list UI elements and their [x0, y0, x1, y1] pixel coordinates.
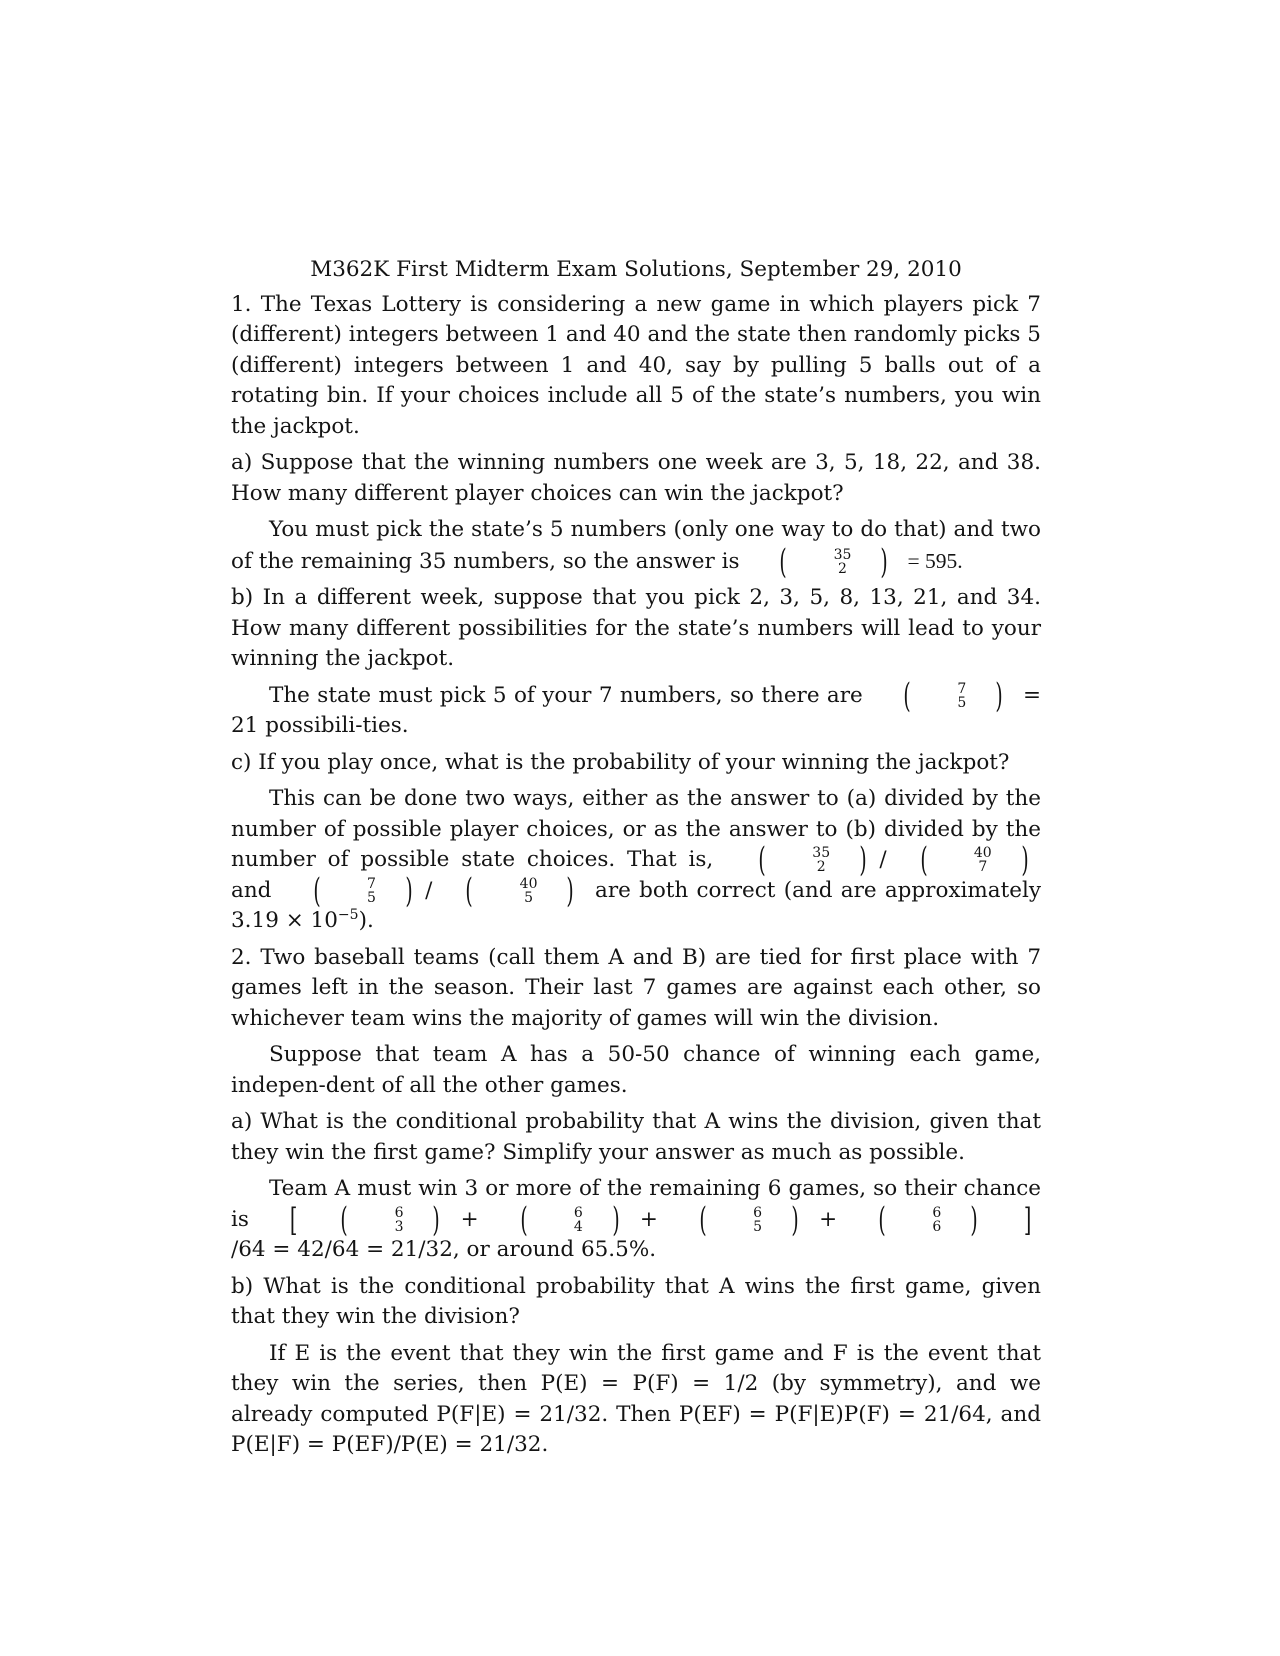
q2-intro: 2. Two baseball teams (call them A and B) are tied for first place with 7 games left in the season. Their last 7 games are against each other, so whichever team wins the majority of games will win the division.: [231, 944, 1041, 1031]
binom-top: 35: [812, 845, 831, 861]
binom-bottom: 5: [753, 1218, 762, 1235]
binom-6-6: ( 6 6 ): [878, 1199, 978, 1240]
q1-intro: 1. The Texas Lottery is considering a new game in which players pick 7 (different) integers between 1 and 40 and the state then randomly picks 5 (different) integers between 1 and 40, say by pulling 5 balls out of a rotating bin. If your choices include all 5 of the state’s numbers, you win the jackpot.: [231, 291, 1041, 439]
q1c-answer-mid: are both correct (and are approximately 3.19 × 10: [231, 877, 1041, 933]
binom-top: 6: [753, 1204, 762, 1221]
binom-bottom: 5: [366, 889, 376, 906]
page-title: M362K First Midterm Exam Solutions, September 29, 2010: [310, 257, 962, 282]
binom-bottom: 6: [932, 1218, 942, 1235]
q2a-answer-text: Team A must win 3 or more of the remaining 6 games, so their chance is: [231, 1176, 1041, 1232]
q1c-question: c) If you play once, what is the probability of your winning the jackpot?: [231, 749, 1010, 775]
q1c-answer-end: ).: [358, 908, 374, 933]
binom-bottom: 2: [838, 560, 847, 577]
binom-top: 40: [973, 845, 992, 861]
binom-top: 7: [957, 680, 967, 697]
binom-top: 35: [833, 546, 852, 563]
binom-35-2: ( 35 2 ): [779, 541, 889, 582]
q1b-question: b) In a different week, suppose that you pick 2, 3, 5, 8, 13, 21, and 34. How many different possibilities for the state’s numbers will lead to your winning the jackpot.: [231, 585, 1041, 671]
binom-6-4: ( 6 4 ): [519, 1199, 620, 1240]
binom-top: 7: [366, 875, 376, 892]
q1c-exponent: −5: [337, 906, 359, 923]
q2a-answer: Team A must win 3 or more of the remaining 6 games, so their chance is [ ( 6 3 ) + ( 6 4 ) + ( 6 5 ) + ( 6 6 ) ] /64 = 42/64 = 21/32, or around 65.5%.: [231, 1176, 1041, 1262]
binom-35-2-c: ( 35 2 ): [758, 840, 867, 880]
binom-bottom: 3: [394, 1218, 404, 1235]
binom-bottom: 2: [816, 859, 826, 875]
q1b-answer: [231, 675, 1041, 742]
q2a-answer-result: /64 = 42/64 = 21/32, or around 65.5%.: [231, 1237, 657, 1262]
q1a-question: a) Suppose that the winning numbers one week are 3, 5, 18, 22, and 38. How many different player choices can win the jackpot?: [231, 450, 1041, 506]
binom-6-3: ( 6 3 ): [340, 1199, 441, 1240]
right-bracket: ]: [1023, 1200, 1031, 1239]
binom-6-5: ( 6 5 ): [699, 1199, 799, 1240]
q1a-answer-result: = 595.: [907, 548, 963, 573]
binom-7-5-c: ( 7 5 ): [313, 870, 413, 911]
exam-page: [231, 255, 1041, 1467]
q1a-answer-text: You must pick the state’s 5 numbers (only one way to do that) and two of the remaining 35 numbers, so the answer is: [231, 517, 1041, 574]
binom-bottom: 4: [573, 1218, 583, 1235]
binom-bottom: 5: [957, 694, 967, 711]
q1c-answer: This can be done two ways, either as the answer to (a) divided by the number of possible player choices, or as the answer to (b) divided by the number of possible state choices. That is, ( 35 2 ) / ( 40 7 ) and ( 7 5 ) / ( 40 5 ) are both correct (and are approximately $3.19 \times 10^{-5}$).: [231, 786, 1041, 933]
q1a-answer: [231, 515, 1041, 582]
left-bracket: [: [289, 1200, 298, 1239]
q1c-and: and: [231, 877, 272, 903]
q1b-answer-result: = 21 possibili-ties.: [231, 682, 1041, 738]
binom-top: 6: [394, 1204, 404, 1221]
binom-40-7: ( 40 7 ): [920, 840, 1029, 880]
binom-bottom: 7: [978, 859, 988, 875]
q2b-answer: If E is the event that they win the first game and F is the event that they win the series, then P(E) = P(F) = 1/2 (by symmetry), and we already computed P(F|E) = 21/32. Then P(EF) = P(F|E)P(F) = 21/64, and P(E|F) = P(EF)/P(E) = 21/32.: [231, 1340, 1041, 1457]
q2a-question: a) What is the conditional probability that A wins the division, given that they win the first game? Simplify your answer as much as possible.: [231, 1109, 1041, 1165]
binom-top: 40: [519, 875, 538, 892]
binom-7-5: ( 7 5 ): [903, 675, 1004, 716]
binom-top: 6: [932, 1204, 942, 1221]
binom-top: 6: [573, 1204, 583, 1221]
q2-setup: Suppose that team A has a 50-50 chance of winning each game, indepen-dent of all the other games.: [231, 1042, 1041, 1098]
binom-bottom: 5: [524, 889, 534, 906]
q1c-answer-text: This can be done two ways, either as the answer to (a) divided by the number of possible player choices, or as the answer to (b) divided by the number of possible state choices. That is,: [231, 786, 1041, 872]
binom-40-5: ( 40 5 ): [465, 870, 575, 911]
q2b-question: b) What is the conditional probability that A wins the first game, given that they win the division?: [231, 1273, 1041, 1329]
q1b-answer-text: The state must pick 5 of your 7 numbers, so there are: [269, 682, 863, 708]
